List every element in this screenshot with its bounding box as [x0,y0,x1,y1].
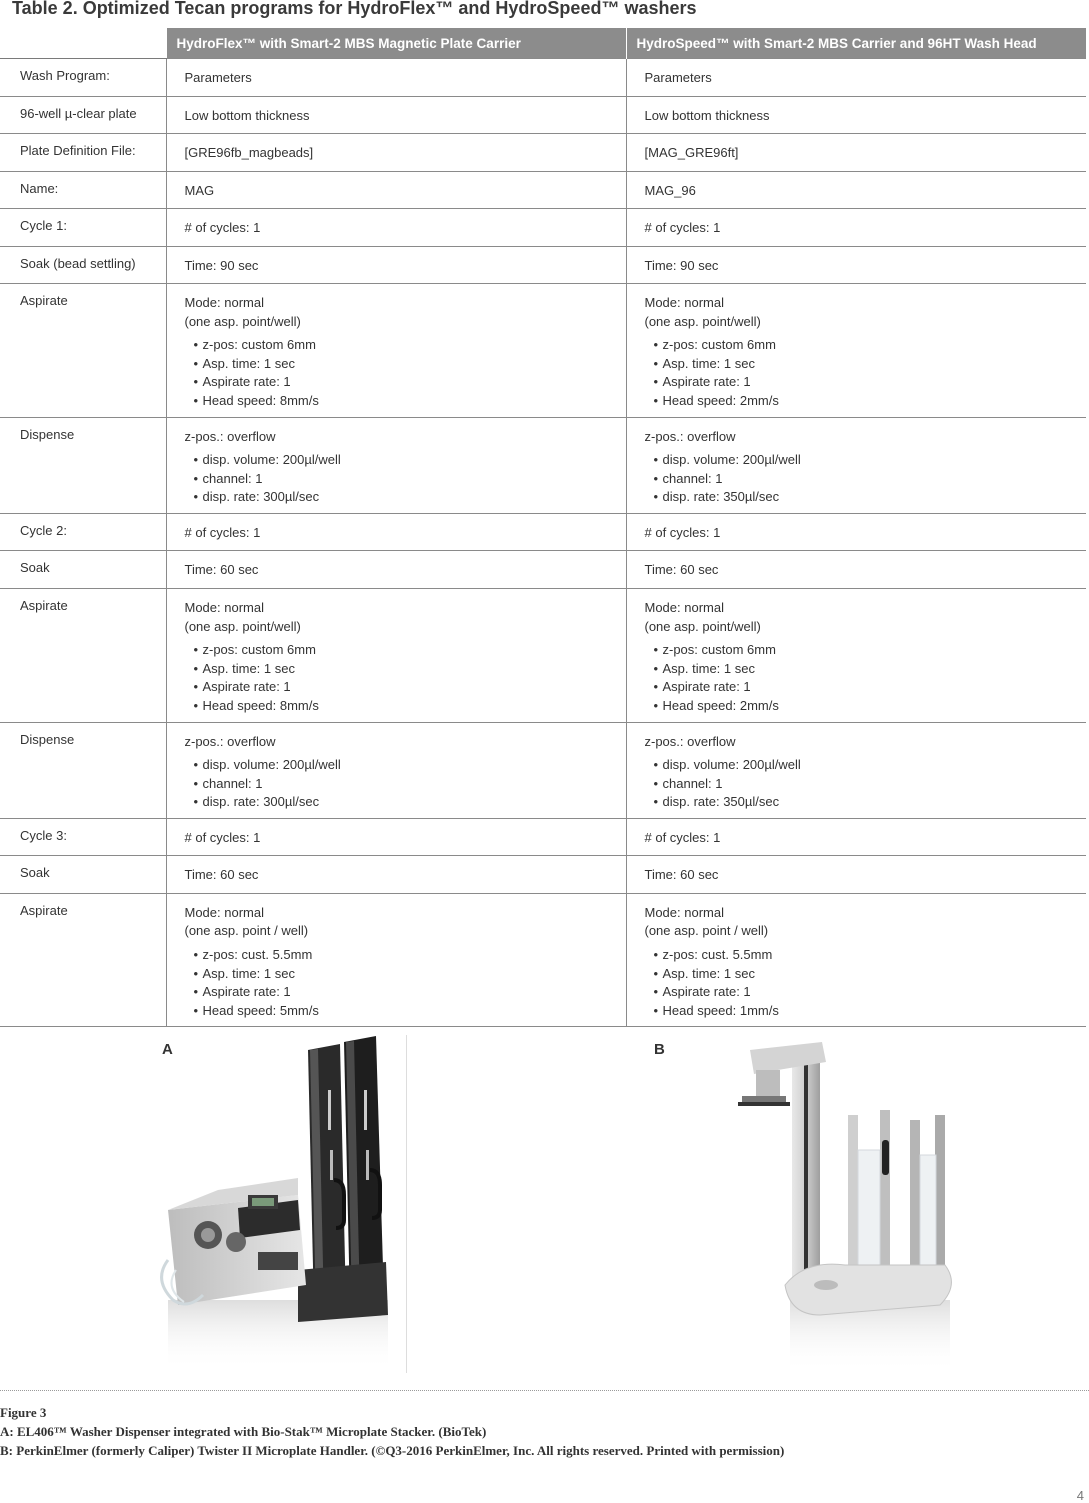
bullet-item: • Aspirate rate: 1 [194,678,618,697]
hydrospeed-cell [626,171,1086,209]
cell-line: Mode: normal [644,599,724,615]
row-label: Cycle 3: [0,818,166,856]
row-label: 96-well µ-clear plate [0,96,166,134]
row-label: Soak [0,551,166,589]
bullet-item: • Aspirate rate: 1 [654,678,1079,697]
cell-line: (one asp. point / well) [184,923,309,939]
hydroflex-cell [166,588,626,722]
table-row [0,209,1086,247]
bullet-list [185,641,618,715]
caption-a: A: EL406™ Washer Dispenser integrated with Bio-Stak™ Microplate Stacker. (BioTek) [0,1424,487,1439]
bullet-item: • channel: 1 [194,470,618,489]
bullet-item: • Asp. time: 1 sec [194,965,618,984]
caption-title: Figure 3 [0,1405,47,1420]
table-row [0,722,1086,818]
bullet-item: • z-pos: custom 6mm [654,336,1079,355]
cell-line: # of cycles: 1 [184,829,261,845]
hydroflex-cell [166,818,626,856]
hydrospeed-cell [626,417,1086,513]
programs-table [0,28,1086,1027]
cell-line: # of cycles: 1 [644,524,721,540]
hydrospeed-cell [626,96,1086,134]
hydrospeed-cell [626,588,1086,722]
hydroflex-cell [166,893,626,1027]
bullet-item: • disp. rate: 300µl/sec [194,488,618,507]
hydroflex-cell [166,513,626,551]
row-label: Cycle 1: [0,209,166,247]
header-hydroflex: HydroFlex™ with Smart-2 MBS Magnetic Plate Carrier [166,28,626,59]
hydroflex-cell [166,96,626,134]
cell-line: Time: 60 sec [184,867,259,883]
cell-line: Time: 90 sec [184,257,259,273]
bullet-item: • Asp. time: 1 sec [654,355,1079,374]
row-label: Cycle 2: [0,513,166,551]
cell-line: [MAG_GRE96ft] [644,145,739,160]
figure-caption [0,1403,784,1460]
cell-line: Parameters [644,70,712,85]
bullet-item: • channel: 1 [194,775,618,794]
bullet-item: • Aspirate rate: 1 [654,983,1079,1002]
cell-line: # of cycles: 1 [184,220,261,235]
cell-line: z-pos.: overflow [644,733,736,749]
bullet-item: • Asp. time: 1 sec [194,355,618,374]
row-label: Soak (bead settling) [0,246,166,284]
bullet-item: • z-pos: custom 6mm [194,641,618,660]
row-label: Name: [0,171,166,209]
hydroflex-cell [166,209,626,247]
hydrospeed-cell [626,284,1086,418]
table-row [0,246,1086,284]
table-body [0,59,1086,1027]
bullet-item: • Head speed: 5mm/s [194,1002,618,1021]
cell-line: (one asp. point/well) [184,618,301,634]
hydroflex-cell [166,551,626,589]
bullet-item: • Asp. time: 1 sec [654,660,1079,679]
table-row [0,893,1086,1027]
table-row [0,171,1086,209]
hydroflex-cell [166,856,626,894]
hydroflex-cell [166,134,626,172]
cell-line: # of cycles: 1 [644,220,721,235]
table-row [0,59,1086,97]
bullet-item: • channel: 1 [654,470,1079,489]
washer-dispenser-photo [148,1030,406,1375]
cell-line: Low bottom thickness [184,107,310,123]
cell-line: Time: 60 sec [644,562,719,578]
panel-a-label: A [162,1041,173,1058]
cell-line: z-pos.: overflow [644,428,736,444]
bullet-item: • Aspirate rate: 1 [654,373,1079,392]
cell-line: MAG_96 [644,182,696,198]
cell-line: z-pos.: overflow [184,733,276,749]
cell-line: (one asp. point/well) [644,313,761,329]
bullet-item: • z-pos: cust. 5.5mm [194,946,618,965]
bullet-item: • Asp. time: 1 sec [194,660,618,679]
bullet-item: • Head speed: 2mm/s [654,697,1079,716]
row-label: Aspirate [0,893,166,1027]
cell-line: [GRE96fb_magbeads] [184,145,314,160]
cell-line: Time: 60 sec [644,867,719,883]
bullet-item: • Head speed: 8mm/s [194,392,618,411]
row-label: Aspirate [0,588,166,722]
header-blank-cell [0,28,166,59]
bullet-item: • Aspirate rate: 1 [194,373,618,392]
cell-line: Mode: normal [644,904,724,920]
figure-divider [406,1035,407,1373]
bullet-list [645,451,1079,507]
hydrospeed-cell [626,818,1086,856]
bullet-list [185,336,618,410]
table-row [0,818,1086,856]
table-title: Table 2. Optimized Tecan programs for HydroFlex™ and HydroSpeed™ washers [12,0,697,18]
bullet-item: • disp. volume: 200µl/well [654,451,1079,470]
cell-line: (one asp. point/well) [184,313,301,329]
hydroflex-cell [166,171,626,209]
bullet-item: • disp. rate: 350µl/sec [654,488,1079,507]
hydroflex-cell [166,417,626,513]
bullet-item: • disp. volume: 200µl/well [194,451,618,470]
row-label: Plate Definition File: [0,134,166,172]
table-row [0,417,1086,513]
bullet-item: • Aspirate rate: 1 [194,983,618,1002]
bullet-item: • disp. rate: 350µl/sec [654,793,1079,812]
bullet-item: • Head speed: 1mm/s [654,1002,1079,1021]
bullet-item: • disp. volume: 200µl/well [654,756,1079,775]
page-number: 4 [1076,1488,1084,1503]
table-header-row [0,28,1086,59]
table-row [0,96,1086,134]
bullet-list [645,641,1079,715]
hydroflex-cell [166,722,626,818]
table-row [0,551,1086,589]
panel-b-label: B [654,1041,665,1058]
microplate-handler-photo [730,1030,965,1375]
cell-line: (one asp. point/well) [644,618,761,634]
cell-line: Time: 90 sec [644,257,719,273]
hydrospeed-cell [626,513,1086,551]
hydrospeed-cell [626,551,1086,589]
cell-line: Time: 60 sec [184,562,259,578]
cell-line: Mode: normal [184,904,264,920]
hydrospeed-cell [626,722,1086,818]
table-row [0,513,1086,551]
cell-line: Mode: normal [184,295,264,310]
cell-line: z-pos.: overflow [184,428,276,444]
table-row [0,284,1086,418]
hydrospeed-cell [626,246,1086,284]
bullet-item: • z-pos: custom 6mm [194,336,618,355]
hydrospeed-cell [626,856,1086,894]
cell-line: # of cycles: 1 [644,829,721,845]
bullet-list [185,756,618,812]
header-hydrospeed: HydroSpeed™ with Smart-2 MBS Carrier and 96HT Wash Head [626,28,1086,59]
caption-divider [0,1390,1089,1391]
bullet-item: • Asp. time: 1 sec [654,965,1079,984]
row-label: Wash Program: [0,59,166,97]
bullet-item: • Head speed: 8mm/s [194,697,618,716]
bullet-list [185,946,618,1020]
bullet-item: • channel: 1 [654,775,1079,794]
table-row [0,588,1086,722]
bullet-item: • Head speed: 2mm/s [654,392,1079,411]
caption-b: B: PerkinElmer (formerly Caliper) Twister II Microplate Handler. (©Q3-2016 PerkinElmer, Inc. All rights reserved. Printed with permission) [0,1443,785,1458]
row-label: Aspirate [0,284,166,418]
hydrospeed-cell [626,209,1086,247]
hydrospeed-cell [626,893,1086,1027]
hydroflex-cell [166,59,626,97]
cell-line: Low bottom thickness [644,107,770,123]
bullet-list [645,336,1079,410]
bullet-item: • z-pos: cust. 5.5mm [654,946,1079,965]
hydroflex-cell [166,246,626,284]
hydrospeed-cell [626,59,1086,97]
row-label: Dispense [0,417,166,513]
cell-line: (one asp. point / well) [644,923,769,939]
bullet-list [645,946,1079,1020]
bullet-item: • disp. rate: 300µl/sec [194,793,618,812]
cell-line: MAG [184,182,215,198]
bullet-list [645,756,1079,812]
cell-line: Parameters [184,70,252,85]
row-label: Soak [0,856,166,894]
bullet-item: • z-pos: custom 6mm [654,641,1079,660]
cell-line: Mode: normal [184,599,264,615]
cell-line: # of cycles: 1 [184,524,261,540]
row-label: Dispense [0,722,166,818]
table-row [0,856,1086,894]
cell-line: Mode: normal [644,295,724,310]
bullet-item: • disp. volume: 200µl/well [194,756,618,775]
hydrospeed-cell [626,134,1086,172]
bullet-list [185,451,618,507]
hydroflex-cell [166,284,626,418]
table-row [0,134,1086,172]
